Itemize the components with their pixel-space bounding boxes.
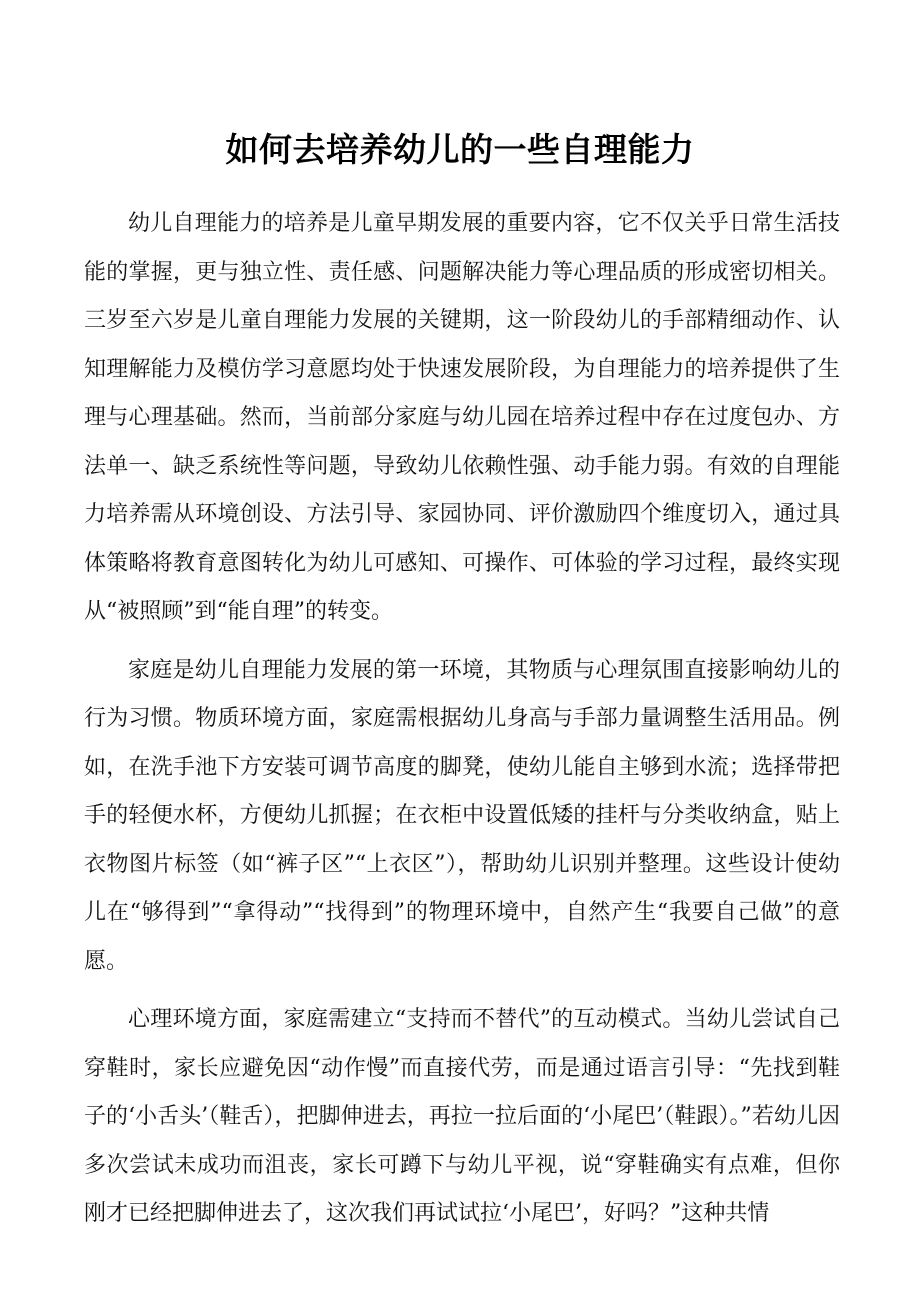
paragraph-3: 心理环境方面，家庭需建立“支持而不替代”的互动模式。当幼儿尝试自己穿鞋时，家长应避免因“动作慢”而直接代劳，而是通过语言引导：“先找到鞋子的‘小舌头’（鞋舌），把脚伸进去，再拉一拉后面的‘小尾巴’（鞋跟）。”若幼儿因多次尝试未成功而沮丧，家长可蹲下与幼儿平视，说“穿鞋确实有点难，但你刚才已经把脚伸进去了，这次我们再试试拉‘小尾巴’，好吗？”这种共情 (84, 1007, 840, 1226)
document-body (84, 200, 840, 1239)
paragraph-1: 幼儿自理能力的培养是儿童早期发展的重要内容，它不仅关乎日常生活技能的掌握，更与独立性、责任感、问题解决能力等心理品质的形成密切相关。三岁至六岁是儿童自理能力发展的关键期，这一阶段幼儿的手部精细动作、认知理解能力及模仿学习意愿均处于快速发展阶段，为自理能力的培养提供了生理与心理基础。然而，当前部分家庭与幼儿园在培养过程中存在过度包办、方法单一、缺乏系统性等问题，导致幼儿依赖性强、动手能力弱。有效的自理能力培养需从环境创设、方法引导、家园协同、评价激励四个维度切入，通过具体策略将教育意图转化为幼儿可感知、可操作、可体验的学习过程，最终实现从“被照顾”到“能自理”的转变。 (84, 211, 840, 624)
document-title: 如何去培养幼儿的一些自理能力 (225, 130, 695, 169)
paragraph-2: 家庭是幼儿自理能力发展的第一环境，其物质与心理氛围直接影响幼儿的行为习惯。物质环境方面，家庭需根据幼儿身高与手部力量调整生活用品。例如，在洗手池下方安装可调节高度的脚凳，使幼儿能自主够到水流；选择带把手的轻便水杯，方便幼儿抓握；在衣柜中设置低矮的挂杆与分类收纳盒，贴上衣物图片标签（如“裤子区”“上衣区”），帮助幼儿识别并整理。这些设计使幼儿在“够得到”“拿得动”“找得到”的物理环境中，自然产生“我要自己做”的意愿。 (84, 657, 840, 974)
